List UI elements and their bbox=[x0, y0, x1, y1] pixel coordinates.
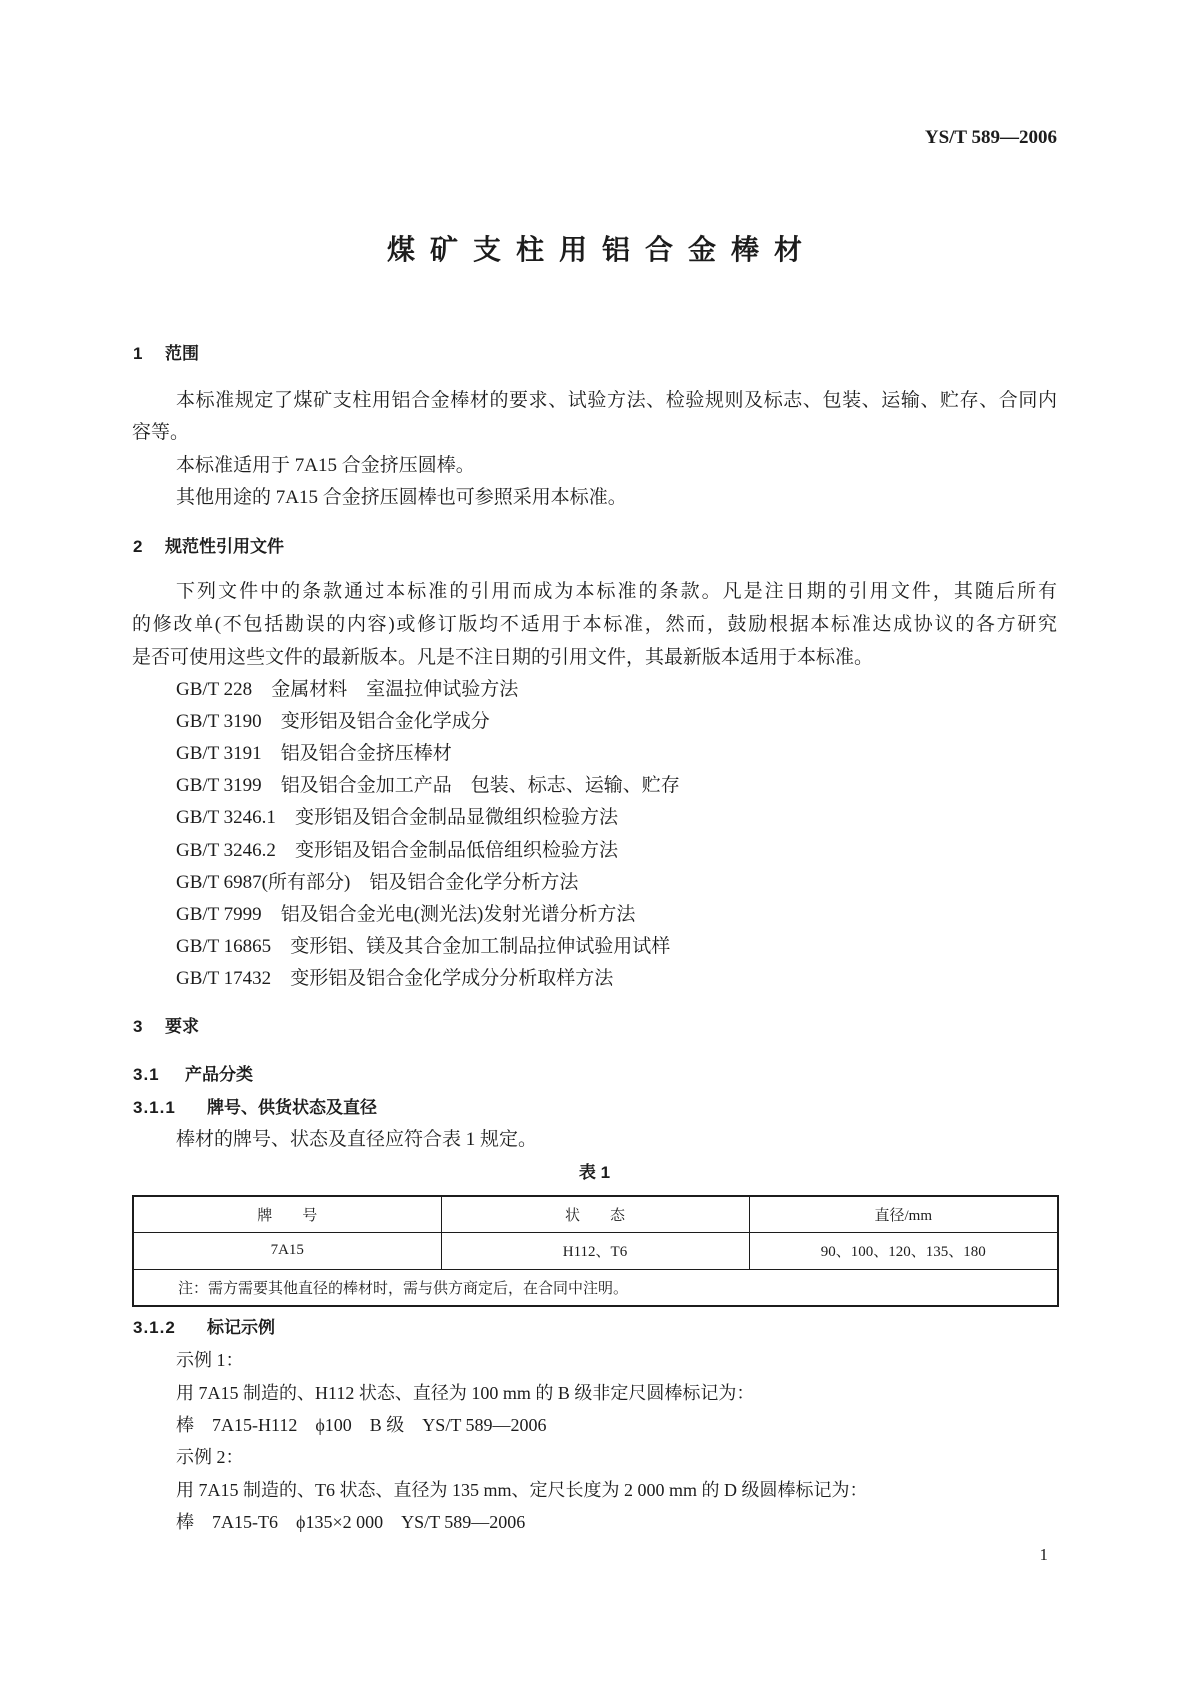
reference-item bbox=[176, 869, 578, 897]
table-cell: 90、100、120、135、180 bbox=[749, 1232, 1058, 1269]
table-header-row bbox=[133, 1196, 1058, 1232]
page-number: 1 bbox=[1039, 1545, 1048, 1564]
paragraph-line: 的修改单(不包括勘误的内容)或修订版均不适用于本标准，然而，鼓励根据本标准达成协议的各方研究 bbox=[132, 614, 1057, 635]
section-number: 3.1.2 bbox=[133, 1318, 176, 1337]
reference-item bbox=[176, 708, 490, 736]
reference-title: 变形铝及铝合金化学成分 bbox=[280, 711, 490, 732]
section-3-1-1-heading bbox=[133, 1094, 377, 1122]
table-cell: H112、T6 bbox=[441, 1232, 749, 1269]
reference-title: 铝及铝合金加工产品 包装、标志、运输、贮存 bbox=[280, 775, 680, 796]
section-title: 规范性引用文件 bbox=[165, 537, 284, 556]
standard-code-header: YS/T 589—2006 bbox=[924, 127, 1057, 148]
reference-code: GB/T 228 bbox=[176, 679, 253, 700]
section-title: 范围 bbox=[165, 344, 199, 363]
example-label: 示例 1： bbox=[176, 1350, 244, 1370]
paragraph-line: 本标准适用于 7A15 合金挤压圆棒。 bbox=[176, 455, 475, 476]
table-header-cell: 直径/mm bbox=[749, 1196, 1058, 1232]
table-cell: 7A15 bbox=[133, 1232, 441, 1269]
paragraph-line: 棒材的牌号、状态及直径应符合表 1 规定。 bbox=[176, 1129, 538, 1150]
paragraph-line: 本标准规定了煤矿支柱用铝合金棒材的要求、试验方法、检验规则及标志、包装、运输、贮存、合同内 bbox=[176, 390, 1057, 411]
reference-item bbox=[176, 676, 518, 704]
section-number: 2 bbox=[133, 537, 144, 556]
reference-title: 变形铝及铝合金制品显微组织检验方法 bbox=[294, 807, 618, 828]
reference-code: GB/T 3199 bbox=[176, 775, 262, 796]
section-title: 标记示例 bbox=[207, 1318, 275, 1337]
reference-item bbox=[176, 837, 618, 865]
paragraph-line: 下列文件中的条款通过本标准的引用而成为本标准的条款。凡是注日期的引用文件，其随后所有 bbox=[176, 581, 1057, 602]
section-3-1-heading bbox=[133, 1061, 253, 1089]
example-marking: 棒 7A15-H112 ϕ100 B 级 YS/T 589—2006 bbox=[176, 1415, 547, 1435]
grade-temper-diameter-table bbox=[132, 1195, 1059, 1307]
reference-code: GB/T 16865 bbox=[176, 936, 272, 957]
reference-item bbox=[176, 965, 613, 993]
paragraph-line: 容等。 bbox=[132, 422, 190, 443]
section-2-heading bbox=[133, 533, 284, 561]
document-title: 煤矿支柱用铝合金棒材 bbox=[386, 233, 817, 266]
example-label: 示例 2： bbox=[176, 1447, 244, 1467]
section-1-heading bbox=[133, 340, 199, 368]
section-3-heading bbox=[133, 1013, 199, 1041]
section-number: 3.1 bbox=[133, 1065, 160, 1084]
table-caption: 表 1 bbox=[578, 1163, 611, 1182]
table-note: 注：需方需要其他直径的棒材时，需与供方商定后，在合同中注明。 bbox=[133, 1269, 1058, 1306]
reference-code: GB/T 3246.2 bbox=[176, 840, 276, 861]
table-note-row bbox=[133, 1269, 1058, 1306]
reference-title: 铝及铝合金化学分析方法 bbox=[369, 872, 579, 893]
reference-item bbox=[176, 901, 635, 929]
reference-code: GB/T 7999 bbox=[176, 904, 262, 925]
reference-title: 金属材料 室温拉伸试验方法 bbox=[271, 679, 519, 700]
reference-item bbox=[176, 772, 680, 800]
reference-title: 变形铝、镁及其合金加工制品拉伸试验用试样 bbox=[290, 936, 671, 957]
section-number: 3.1.1 bbox=[133, 1098, 176, 1117]
paragraph-line: 其他用途的 7A15 合金挤压圆棒也可参照采用本标准。 bbox=[176, 487, 627, 508]
reference-code: GB/T 3246.1 bbox=[176, 807, 276, 828]
example-description: 用 7A15 制造的、T6 状态、直径为 135 mm、定尺长度为 2 000 mm 的 D 级圆棒标记为： bbox=[176, 1480, 868, 1500]
reference-code: GB/T 6987(所有部分) bbox=[176, 872, 351, 893]
paragraph-line: 是否可使用这些文件的最新版本。凡是不注日期的引用文件，其最新版本适用于本标准。 bbox=[132, 647, 874, 668]
reference-item bbox=[176, 933, 670, 961]
table-row bbox=[133, 1232, 1058, 1269]
section-title: 要求 bbox=[165, 1017, 199, 1036]
reference-item bbox=[176, 740, 452, 768]
section-3-1-2-heading bbox=[133, 1314, 275, 1342]
section-number: 1 bbox=[133, 344, 144, 363]
reference-title: 铝及铝合金光电(测光法)发射光谱分析方法 bbox=[280, 904, 636, 925]
reference-title: 铝及铝合金挤压棒材 bbox=[280, 743, 452, 764]
table-header-cell: 牌 号 bbox=[133, 1196, 441, 1232]
reference-code: GB/T 17432 bbox=[176, 968, 272, 989]
section-number: 3 bbox=[133, 1017, 144, 1036]
reference-title: 变形铝及铝合金制品低倍组织检验方法 bbox=[294, 840, 618, 861]
reference-item bbox=[176, 804, 618, 832]
table-header-cell: 状 态 bbox=[441, 1196, 749, 1232]
reference-code: GB/T 3190 bbox=[176, 711, 262, 732]
example-description: 用 7A15 制造的、H112 状态、直径为 100 mm 的 B 级非定尺圆棒标记为： bbox=[176, 1383, 755, 1403]
reference-code: GB/T 3191 bbox=[176, 743, 262, 764]
section-title: 产品分类 bbox=[185, 1065, 253, 1084]
example-marking: 棒 7A15-T6 ϕ135×2 000 YS/T 589—2006 bbox=[176, 1512, 526, 1532]
reference-title: 变形铝及铝合金化学成分分析取样方法 bbox=[290, 968, 614, 989]
section-title: 牌号、供货状态及直径 bbox=[207, 1098, 377, 1117]
